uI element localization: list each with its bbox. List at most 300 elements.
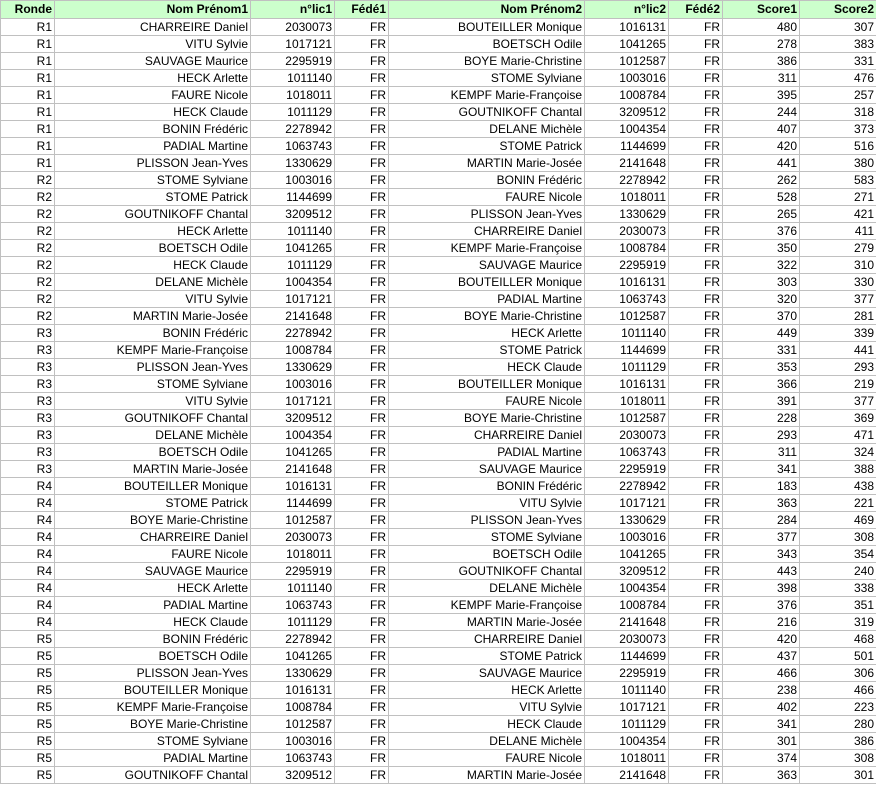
cell-fede1[interactable]: FR bbox=[335, 750, 389, 767]
cell-fede2[interactable]: FR bbox=[669, 138, 723, 155]
cell-fede1[interactable]: FR bbox=[335, 257, 389, 274]
cell-score2[interactable]: 308 bbox=[800, 750, 876, 767]
cell-score1[interactable]: 466 bbox=[723, 665, 800, 682]
cell-fede1[interactable]: FR bbox=[335, 359, 389, 376]
cell-fede2[interactable]: FR bbox=[669, 223, 723, 240]
cell-lic1[interactable]: 2030073 bbox=[251, 19, 335, 36]
cell-lic2[interactable]: 1016131 bbox=[585, 274, 669, 291]
cell-lic2[interactable]: 2141648 bbox=[585, 767, 669, 784]
cell-score1[interactable]: 311 bbox=[723, 444, 800, 461]
cell-fede2[interactable]: FR bbox=[669, 529, 723, 546]
cell-lic1[interactable]: 1018011 bbox=[251, 87, 335, 104]
cell-lic2[interactable]: 1012587 bbox=[585, 53, 669, 70]
cell-ronde[interactable]: R5 bbox=[1, 631, 55, 648]
cell-fede1[interactable]: FR bbox=[335, 155, 389, 172]
cell-nom-prenom1[interactable]: BOETSCH Odile bbox=[55, 648, 251, 665]
cell-ronde[interactable]: R3 bbox=[1, 325, 55, 342]
cell-lic1[interactable]: 1011129 bbox=[251, 257, 335, 274]
cell-nom-prenom2[interactable]: STOME Sylviane bbox=[389, 70, 585, 87]
cell-nom-prenom1[interactable]: BOYE Marie-Christine bbox=[55, 716, 251, 733]
cell-score2[interactable]: 221 bbox=[800, 495, 876, 512]
cell-score1[interactable]: 322 bbox=[723, 257, 800, 274]
cell-nom-prenom1[interactable]: SAUVAGE Maurice bbox=[55, 53, 251, 70]
cell-ronde[interactable]: R3 bbox=[1, 376, 55, 393]
cell-fede2[interactable]: FR bbox=[669, 631, 723, 648]
cell-lic2[interactable]: 1004354 bbox=[585, 580, 669, 597]
cell-score2[interactable]: 469 bbox=[800, 512, 876, 529]
cell-score1[interactable]: 262 bbox=[723, 172, 800, 189]
cell-lic1[interactable]: 1041265 bbox=[251, 648, 335, 665]
cell-fede1[interactable]: FR bbox=[335, 53, 389, 70]
cell-nom-prenom1[interactable]: STOME Sylviane bbox=[55, 376, 251, 393]
cell-score2[interactable]: 324 bbox=[800, 444, 876, 461]
cell-nom-prenom2[interactable]: GOUTNIKOFF Chantal bbox=[389, 563, 585, 580]
cell-score1[interactable]: 480 bbox=[723, 19, 800, 36]
cell-score1[interactable]: 353 bbox=[723, 359, 800, 376]
cell-score1[interactable]: 443 bbox=[723, 563, 800, 580]
cell-nom-prenom1[interactable]: HECK Claude bbox=[55, 614, 251, 631]
cell-fede1[interactable]: FR bbox=[335, 427, 389, 444]
cell-fede2[interactable]: FR bbox=[669, 240, 723, 257]
cell-nom-prenom1[interactable]: PADIAL Martine bbox=[55, 138, 251, 155]
cell-fede2[interactable]: FR bbox=[669, 325, 723, 342]
cell-fede2[interactable]: FR bbox=[669, 172, 723, 189]
cell-lic2[interactable]: 1012587 bbox=[585, 308, 669, 325]
cell-lic2[interactable]: 3209512 bbox=[585, 563, 669, 580]
cell-nom-prenom1[interactable]: VITU Sylvie bbox=[55, 393, 251, 410]
cell-ronde[interactable]: R5 bbox=[1, 699, 55, 716]
cell-lic2[interactable]: 1063743 bbox=[585, 444, 669, 461]
cell-score2[interactable]: 476 bbox=[800, 70, 876, 87]
cell-fede2[interactable]: FR bbox=[669, 308, 723, 325]
cell-lic2[interactable]: 2278942 bbox=[585, 172, 669, 189]
cell-nom-prenom1[interactable]: MARTIN Marie-Josée bbox=[55, 308, 251, 325]
cell-ronde[interactable]: R1 bbox=[1, 104, 55, 121]
cell-score1[interactable]: 350 bbox=[723, 240, 800, 257]
cell-lic1[interactable]: 1144699 bbox=[251, 495, 335, 512]
cell-ronde[interactable]: R4 bbox=[1, 597, 55, 614]
cell-fede1[interactable]: FR bbox=[335, 36, 389, 53]
cell-lic1[interactable]: 2295919 bbox=[251, 563, 335, 580]
cell-fede2[interactable]: FR bbox=[669, 274, 723, 291]
cell-score2[interactable]: 280 bbox=[800, 716, 876, 733]
cell-nom-prenom1[interactable]: BOUTEILLER Monique bbox=[55, 682, 251, 699]
cell-fede1[interactable]: FR bbox=[335, 70, 389, 87]
cell-fede2[interactable]: FR bbox=[669, 614, 723, 631]
cell-nom-prenom2[interactable]: BONIN Frédéric bbox=[389, 478, 585, 495]
cell-ronde[interactable]: R5 bbox=[1, 767, 55, 784]
cell-ronde[interactable]: R2 bbox=[1, 291, 55, 308]
cell-lic2[interactable]: 2278942 bbox=[585, 478, 669, 495]
cell-fede1[interactable]: FR bbox=[335, 104, 389, 121]
header-lic2[interactable]: n°lic2 bbox=[585, 1, 669, 19]
cell-fede2[interactable]: FR bbox=[669, 563, 723, 580]
cell-score1[interactable]: 528 bbox=[723, 189, 800, 206]
cell-lic1[interactable]: 1003016 bbox=[251, 376, 335, 393]
cell-fede2[interactable]: FR bbox=[669, 750, 723, 767]
cell-lic1[interactable]: 1012587 bbox=[251, 716, 335, 733]
cell-score2[interactable]: 354 bbox=[800, 546, 876, 563]
cell-lic2[interactable]: 1017121 bbox=[585, 699, 669, 716]
cell-nom-prenom2[interactable]: BOYE Marie-Christine bbox=[389, 410, 585, 427]
cell-nom-prenom2[interactable]: KEMPF Marie-Françoise bbox=[389, 87, 585, 104]
cell-score2[interactable]: 330 bbox=[800, 274, 876, 291]
cell-fede1[interactable]: FR bbox=[335, 308, 389, 325]
cell-score1[interactable]: 363 bbox=[723, 495, 800, 512]
cell-fede1[interactable]: FR bbox=[335, 444, 389, 461]
cell-lic1[interactable]: 1144699 bbox=[251, 189, 335, 206]
cell-score2[interactable]: 369 bbox=[800, 410, 876, 427]
cell-ronde[interactable]: R1 bbox=[1, 121, 55, 138]
cell-lic1[interactable]: 2141648 bbox=[251, 461, 335, 478]
cell-nom-prenom2[interactable]: FAURE Nicole bbox=[389, 750, 585, 767]
cell-lic1[interactable]: 1063743 bbox=[251, 597, 335, 614]
cell-score2[interactable]: 377 bbox=[800, 291, 876, 308]
header-fede1[interactable]: Fédé1 bbox=[335, 1, 389, 19]
cell-fede1[interactable]: FR bbox=[335, 87, 389, 104]
cell-nom-prenom2[interactable]: SAUVAGE Maurice bbox=[389, 257, 585, 274]
cell-lic1[interactable]: 1018011 bbox=[251, 546, 335, 563]
cell-nom-prenom2[interactable]: CHARREIRE Daniel bbox=[389, 631, 585, 648]
cell-fede2[interactable]: FR bbox=[669, 699, 723, 716]
cell-nom-prenom2[interactable]: SAUVAGE Maurice bbox=[389, 665, 585, 682]
cell-score2[interactable]: 338 bbox=[800, 580, 876, 597]
cell-score1[interactable]: 391 bbox=[723, 393, 800, 410]
cell-fede2[interactable]: FR bbox=[669, 427, 723, 444]
cell-score1[interactable]: 293 bbox=[723, 427, 800, 444]
cell-score2[interactable]: 383 bbox=[800, 36, 876, 53]
cell-lic2[interactable]: 1018011 bbox=[585, 750, 669, 767]
cell-nom-prenom2[interactable]: MARTIN Marie-Josée bbox=[389, 155, 585, 172]
cell-nom-prenom2[interactable]: HECK Arlette bbox=[389, 325, 585, 342]
cell-fede2[interactable]: FR bbox=[669, 410, 723, 427]
cell-fede2[interactable]: FR bbox=[669, 767, 723, 784]
cell-lic1[interactable]: 1004354 bbox=[251, 427, 335, 444]
cell-nom-prenom1[interactable]: VITU Sylvie bbox=[55, 36, 251, 53]
cell-ronde[interactable]: R3 bbox=[1, 410, 55, 427]
cell-fede1[interactable]: FR bbox=[335, 138, 389, 155]
cell-nom-prenom2[interactable]: FAURE Nicole bbox=[389, 393, 585, 410]
cell-lic2[interactable]: 1017121 bbox=[585, 495, 669, 512]
cell-ronde[interactable]: R4 bbox=[1, 563, 55, 580]
cell-lic2[interactable]: 1330629 bbox=[585, 512, 669, 529]
cell-lic2[interactable]: 1016131 bbox=[585, 376, 669, 393]
cell-nom-prenom2[interactable]: PLISSON Jean-Yves bbox=[389, 512, 585, 529]
cell-lic1[interactable]: 1012587 bbox=[251, 512, 335, 529]
cell-lic1[interactable]: 1016131 bbox=[251, 682, 335, 699]
cell-nom-prenom2[interactable]: VITU Sylvie bbox=[389, 699, 585, 716]
cell-score1[interactable]: 449 bbox=[723, 325, 800, 342]
cell-nom-prenom2[interactable]: FAURE Nicole bbox=[389, 189, 585, 206]
cell-score1[interactable]: 370 bbox=[723, 308, 800, 325]
cell-score2[interactable]: 468 bbox=[800, 631, 876, 648]
cell-nom-prenom1[interactable]: HECK Arlette bbox=[55, 223, 251, 240]
cell-lic2[interactable]: 1004354 bbox=[585, 733, 669, 750]
cell-fede1[interactable]: FR bbox=[335, 512, 389, 529]
cell-fede1[interactable]: FR bbox=[335, 733, 389, 750]
cell-score2[interactable]: 583 bbox=[800, 172, 876, 189]
cell-score2[interactable]: 240 bbox=[800, 563, 876, 580]
cell-fede2[interactable]: FR bbox=[669, 36, 723, 53]
cell-ronde[interactable]: R5 bbox=[1, 716, 55, 733]
cell-score2[interactable]: 306 bbox=[800, 665, 876, 682]
cell-score1[interactable]: 341 bbox=[723, 716, 800, 733]
cell-nom-prenom1[interactable]: CHARREIRE Daniel bbox=[55, 529, 251, 546]
cell-nom-prenom1[interactable]: PLISSON Jean-Yves bbox=[55, 155, 251, 172]
header-nom-prenom2[interactable]: Nom Prénom2 bbox=[389, 1, 585, 19]
cell-ronde[interactable]: R2 bbox=[1, 308, 55, 325]
cell-nom-prenom2[interactable]: BOYE Marie-Christine bbox=[389, 308, 585, 325]
cell-score2[interactable]: 438 bbox=[800, 478, 876, 495]
cell-fede2[interactable]: FR bbox=[669, 478, 723, 495]
cell-ronde[interactable]: R5 bbox=[1, 648, 55, 665]
cell-nom-prenom2[interactable]: PADIAL Martine bbox=[389, 444, 585, 461]
cell-score1[interactable]: 331 bbox=[723, 342, 800, 359]
cell-lic1[interactable]: 1011140 bbox=[251, 223, 335, 240]
cell-nom-prenom1[interactable]: BONIN Frédéric bbox=[55, 325, 251, 342]
cell-score1[interactable]: 216 bbox=[723, 614, 800, 631]
cell-ronde[interactable]: R4 bbox=[1, 614, 55, 631]
cell-score2[interactable]: 501 bbox=[800, 648, 876, 665]
cell-nom-prenom2[interactable]: DELANE Michèle bbox=[389, 580, 585, 597]
cell-lic2[interactable]: 2141648 bbox=[585, 155, 669, 172]
cell-score2[interactable]: 351 bbox=[800, 597, 876, 614]
cell-lic1[interactable]: 1330629 bbox=[251, 665, 335, 682]
cell-fede2[interactable]: FR bbox=[669, 189, 723, 206]
cell-fede1[interactable]: FR bbox=[335, 410, 389, 427]
cell-lic2[interactable]: 2030073 bbox=[585, 631, 669, 648]
cell-score1[interactable]: 366 bbox=[723, 376, 800, 393]
cell-score1[interactable]: 386 bbox=[723, 53, 800, 70]
cell-score1[interactable]: 402 bbox=[723, 699, 800, 716]
cell-nom-prenom2[interactable]: HECK Arlette bbox=[389, 682, 585, 699]
cell-score1[interactable]: 284 bbox=[723, 512, 800, 529]
cell-nom-prenom1[interactable]: PADIAL Martine bbox=[55, 750, 251, 767]
cell-nom-prenom1[interactable]: PLISSON Jean-Yves bbox=[55, 359, 251, 376]
cell-fede1[interactable]: FR bbox=[335, 580, 389, 597]
cell-nom-prenom2[interactable]: GOUTNIKOFF Chantal bbox=[389, 104, 585, 121]
cell-lic1[interactable]: 3209512 bbox=[251, 767, 335, 784]
cell-lic2[interactable]: 3209512 bbox=[585, 104, 669, 121]
cell-ronde[interactable]: R1 bbox=[1, 138, 55, 155]
cell-fede1[interactable]: FR bbox=[335, 478, 389, 495]
cell-score2[interactable]: 271 bbox=[800, 189, 876, 206]
cell-lic2[interactable]: 1012587 bbox=[585, 410, 669, 427]
cell-nom-prenom2[interactable]: DELANE Michèle bbox=[389, 733, 585, 750]
cell-fede1[interactable]: FR bbox=[335, 376, 389, 393]
cell-score2[interactable]: 310 bbox=[800, 257, 876, 274]
cell-ronde[interactable]: R3 bbox=[1, 393, 55, 410]
cell-nom-prenom1[interactable]: STOME Sylviane bbox=[55, 733, 251, 750]
cell-ronde[interactable]: R4 bbox=[1, 495, 55, 512]
cell-lic2[interactable]: 1011140 bbox=[585, 325, 669, 342]
cell-lic1[interactable]: 1017121 bbox=[251, 291, 335, 308]
cell-fede1[interactable]: FR bbox=[335, 461, 389, 478]
cell-score1[interactable]: 441 bbox=[723, 155, 800, 172]
cell-fede1[interactable]: FR bbox=[335, 240, 389, 257]
cell-nom-prenom1[interactable]: FAURE Nicole bbox=[55, 546, 251, 563]
header-lic1[interactable]: n°lic1 bbox=[251, 1, 335, 19]
header-score1[interactable]: Score1 bbox=[723, 1, 800, 19]
cell-score1[interactable]: 437 bbox=[723, 648, 800, 665]
cell-ronde[interactable]: R2 bbox=[1, 189, 55, 206]
cell-nom-prenom1[interactable]: HECK Arlette bbox=[55, 580, 251, 597]
cell-score1[interactable]: 183 bbox=[723, 478, 800, 495]
cell-nom-prenom2[interactable]: MARTIN Marie-Josée bbox=[389, 614, 585, 631]
cell-ronde[interactable]: R5 bbox=[1, 682, 55, 699]
cell-lic2[interactable]: 1004354 bbox=[585, 121, 669, 138]
cell-lic2[interactable]: 1008784 bbox=[585, 87, 669, 104]
cell-lic1[interactable]: 1017121 bbox=[251, 36, 335, 53]
cell-fede1[interactable]: FR bbox=[335, 529, 389, 546]
cell-nom-prenom2[interactable]: HECK Claude bbox=[389, 359, 585, 376]
cell-fede1[interactable]: FR bbox=[335, 682, 389, 699]
cell-nom-prenom1[interactable]: HECK Claude bbox=[55, 257, 251, 274]
cell-fede1[interactable]: FR bbox=[335, 699, 389, 716]
cell-fede1[interactable]: FR bbox=[335, 597, 389, 614]
cell-nom-prenom2[interactable]: BOUTEILLER Monique bbox=[389, 19, 585, 36]
cell-lic1[interactable]: 1004354 bbox=[251, 274, 335, 291]
cell-score2[interactable]: 257 bbox=[800, 87, 876, 104]
cell-nom-prenom1[interactable]: KEMPF Marie-Françoise bbox=[55, 342, 251, 359]
cell-nom-prenom1[interactable]: GOUTNIKOFF Chantal bbox=[55, 206, 251, 223]
cell-nom-prenom1[interactable]: BOETSCH Odile bbox=[55, 240, 251, 257]
cell-fede2[interactable]: FR bbox=[669, 70, 723, 87]
cell-fede2[interactable]: FR bbox=[669, 206, 723, 223]
cell-lic1[interactable]: 2295919 bbox=[251, 53, 335, 70]
cell-ronde[interactable]: R1 bbox=[1, 53, 55, 70]
cell-lic1[interactable]: 2141648 bbox=[251, 308, 335, 325]
cell-score2[interactable]: 339 bbox=[800, 325, 876, 342]
cell-nom-prenom1[interactable]: GOUTNIKOFF Chantal bbox=[55, 767, 251, 784]
cell-score1[interactable]: 376 bbox=[723, 223, 800, 240]
cell-nom-prenom1[interactable]: PLISSON Jean-Yves bbox=[55, 665, 251, 682]
cell-lic2[interactable]: 1003016 bbox=[585, 70, 669, 87]
cell-ronde[interactable]: R2 bbox=[1, 240, 55, 257]
cell-score2[interactable]: 373 bbox=[800, 121, 876, 138]
cell-score2[interactable]: 388 bbox=[800, 461, 876, 478]
cell-fede2[interactable]: FR bbox=[669, 495, 723, 512]
cell-score1[interactable]: 363 bbox=[723, 767, 800, 784]
cell-nom-prenom2[interactable]: KEMPF Marie-Françoise bbox=[389, 597, 585, 614]
cell-nom-prenom2[interactable]: STOME Patrick bbox=[389, 138, 585, 155]
cell-nom-prenom1[interactable]: STOME Patrick bbox=[55, 189, 251, 206]
cell-lic2[interactable]: 1011129 bbox=[585, 716, 669, 733]
cell-score1[interactable]: 244 bbox=[723, 104, 800, 121]
cell-fede1[interactable]: FR bbox=[335, 206, 389, 223]
cell-fede2[interactable]: FR bbox=[669, 376, 723, 393]
cell-nom-prenom2[interactable]: BOYE Marie-Christine bbox=[389, 53, 585, 70]
cell-fede1[interactable]: FR bbox=[335, 648, 389, 665]
cell-nom-prenom2[interactable]: CHARREIRE Daniel bbox=[389, 427, 585, 444]
cell-score2[interactable]: 308 bbox=[800, 529, 876, 546]
cell-score2[interactable]: 421 bbox=[800, 206, 876, 223]
cell-nom-prenom2[interactable]: BOUTEILLER Monique bbox=[389, 376, 585, 393]
cell-score1[interactable]: 301 bbox=[723, 733, 800, 750]
cell-score2[interactable]: 318 bbox=[800, 104, 876, 121]
cell-score2[interactable]: 377 bbox=[800, 393, 876, 410]
cell-score1[interactable]: 395 bbox=[723, 87, 800, 104]
cell-lic2[interactable]: 2030073 bbox=[585, 223, 669, 240]
cell-ronde[interactable]: R2 bbox=[1, 223, 55, 240]
cell-score1[interactable]: 303 bbox=[723, 274, 800, 291]
cell-fede2[interactable]: FR bbox=[669, 682, 723, 699]
cell-score1[interactable]: 343 bbox=[723, 546, 800, 563]
cell-lic2[interactable]: 1018011 bbox=[585, 393, 669, 410]
cell-fede1[interactable]: FR bbox=[335, 767, 389, 784]
cell-lic1[interactable]: 2278942 bbox=[251, 631, 335, 648]
cell-lic1[interactable]: 2278942 bbox=[251, 325, 335, 342]
cell-ronde[interactable]: R3 bbox=[1, 342, 55, 359]
cell-nom-prenom1[interactable]: HECK Claude bbox=[55, 104, 251, 121]
cell-score1[interactable]: 407 bbox=[723, 121, 800, 138]
cell-score2[interactable]: 380 bbox=[800, 155, 876, 172]
cell-score2[interactable]: 223 bbox=[800, 699, 876, 716]
cell-fede1[interactable]: FR bbox=[335, 121, 389, 138]
cell-ronde[interactable]: R5 bbox=[1, 750, 55, 767]
cell-lic2[interactable]: 1011129 bbox=[585, 359, 669, 376]
cell-fede2[interactable]: FR bbox=[669, 393, 723, 410]
cell-lic2[interactable]: 1011140 bbox=[585, 682, 669, 699]
cell-fede1[interactable]: FR bbox=[335, 716, 389, 733]
cell-ronde[interactable]: R1 bbox=[1, 155, 55, 172]
cell-ronde[interactable]: R4 bbox=[1, 512, 55, 529]
cell-nom-prenom1[interactable]: HECK Arlette bbox=[55, 70, 251, 87]
cell-score1[interactable]: 374 bbox=[723, 750, 800, 767]
cell-score1[interactable]: 420 bbox=[723, 138, 800, 155]
cell-fede2[interactable]: FR bbox=[669, 359, 723, 376]
cell-nom-prenom1[interactable]: BOETSCH Odile bbox=[55, 444, 251, 461]
cell-score2[interactable]: 281 bbox=[800, 308, 876, 325]
cell-ronde[interactable]: R2 bbox=[1, 206, 55, 223]
cell-fede1[interactable]: FR bbox=[335, 342, 389, 359]
cell-fede1[interactable]: FR bbox=[335, 291, 389, 308]
cell-fede2[interactable]: FR bbox=[669, 546, 723, 563]
cell-lic1[interactable]: 1041265 bbox=[251, 240, 335, 257]
cell-nom-prenom2[interactable]: STOME Sylviane bbox=[389, 529, 585, 546]
cell-lic1[interactable]: 1011140 bbox=[251, 580, 335, 597]
cell-lic1[interactable]: 1003016 bbox=[251, 172, 335, 189]
cell-nom-prenom2[interactable]: BOETSCH Odile bbox=[389, 36, 585, 53]
cell-fede1[interactable]: FR bbox=[335, 19, 389, 36]
cell-nom-prenom2[interactable]: PLISSON Jean-Yves bbox=[389, 206, 585, 223]
cell-lic2[interactable]: 1063743 bbox=[585, 291, 669, 308]
cell-nom-prenom1[interactable]: MARTIN Marie-Josée bbox=[55, 461, 251, 478]
cell-lic1[interactable]: 1008784 bbox=[251, 699, 335, 716]
cell-nom-prenom2[interactable]: SAUVAGE Maurice bbox=[389, 461, 585, 478]
cell-nom-prenom1[interactable]: BONIN Frédéric bbox=[55, 121, 251, 138]
cell-fede2[interactable]: FR bbox=[669, 580, 723, 597]
cell-lic2[interactable]: 2141648 bbox=[585, 614, 669, 631]
cell-nom-prenom2[interactable]: BOETSCH Odile bbox=[389, 546, 585, 563]
cell-fede2[interactable]: FR bbox=[669, 444, 723, 461]
cell-score2[interactable]: 301 bbox=[800, 767, 876, 784]
cell-ronde[interactable]: R4 bbox=[1, 546, 55, 563]
cell-lic1[interactable]: 1003016 bbox=[251, 733, 335, 750]
cell-nom-prenom1[interactable]: CHARREIRE Daniel bbox=[55, 19, 251, 36]
cell-nom-prenom2[interactable]: BOUTEILLER Monique bbox=[389, 274, 585, 291]
cell-fede2[interactable]: FR bbox=[669, 597, 723, 614]
cell-nom-prenom1[interactable]: BOYE Marie-Christine bbox=[55, 512, 251, 529]
cell-fede2[interactable]: FR bbox=[669, 87, 723, 104]
cell-nom-prenom2[interactable]: HECK Claude bbox=[389, 716, 585, 733]
cell-score2[interactable]: 516 bbox=[800, 138, 876, 155]
cell-ronde[interactable]: R3 bbox=[1, 461, 55, 478]
cell-lic1[interactable]: 2278942 bbox=[251, 121, 335, 138]
cell-nom-prenom1[interactable]: GOUTNIKOFF Chantal bbox=[55, 410, 251, 427]
cell-score1[interactable]: 265 bbox=[723, 206, 800, 223]
cell-nom-prenom2[interactable]: VITU Sylvie bbox=[389, 495, 585, 512]
